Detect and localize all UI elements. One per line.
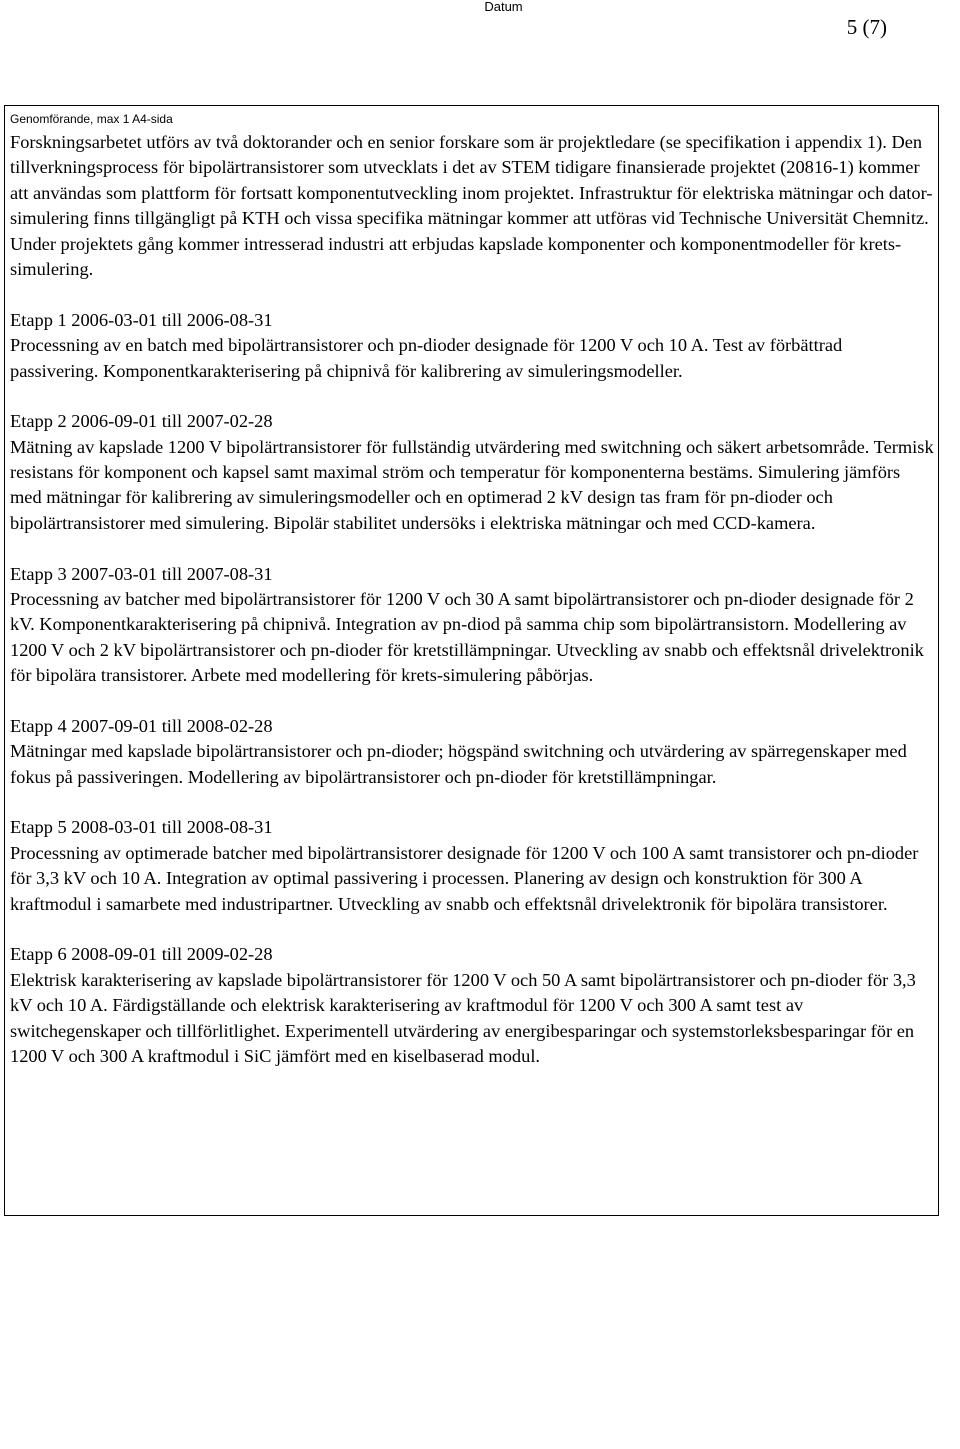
intro-paragraph: Forskningsarbetet utförs av två doktorander och en senior forskare som är projektledare (se specifikation i appendix 1). Den tillverkningsprocess för bipolärtransistorer som utvecklats i det av STEM tidigare finansierade projektet (20816-1) kommer att användas som plattform för fortsatt komponentutveckling inom projektet. Infrastruktur för elektriska mätningar och dator-simulering finns tillgängligt på KTH och vissa specifika mätningar kommer att utföras vid Technische Universität Chemnitz. Under projektets gång kommer intresserad industri att erbjudas kapslade komponenter och komponentmodeller för krets-simulering. (10, 132, 933, 280)
stage-title: Etapp 3 2007-03-01 till 2007-08-31 (10, 563, 273, 584)
stage-text: Mätning av kapslade 1200 V bipolärtransistorer för fullständig utvärdering med switchning och säkert arbetsområde. Termisk resistans för komponent och kapsel samt maximal ström och temperatur för komponenterna bestäms. Simulering jämförs med mätningar för kalibrering av simuleringsmodeller och en optimerad 2 kV design tas fram för pn-dioder och bipolärtransistorer med simulering. Bipolär stabilitet undersöks i elektriska mätningar och med CCD-kamera. (10, 436, 934, 533)
stage-text: Processning av optimerade batcher med bipolärtransistorer designade för 1200 V och 100 A samt transistorer och pn-dioder för 3,3 kV och 10 A. Integration av optimal passivering i processen. Planering av design och konstruktion för 300 A kraftmodul i samarbete med industripartner. Utveckling av snabb och effektsnål drivelektronik för bipolära transistorer. (10, 842, 919, 914)
box-caption: Genomförande, max 1 A4-sida (10, 112, 173, 126)
header-label: Datum (484, 0, 523, 14)
stage-text: Mätningar med kapslade bipolärtransistorer och pn-dioder; högspänd switchning och utvärdering av spärregenskaper med fokus på passiveringen. Modellering av bipolärtransistorer och pn-dioder för kretstillämpningar. (10, 741, 907, 787)
stage-section (10, 308, 935, 384)
stage-section (10, 815, 935, 917)
stage-title: Etapp 6 2008-09-01 till 2009-02-28 (10, 944, 273, 965)
stage-section (10, 942, 935, 1069)
stage-section (10, 714, 935, 790)
stage-title: Etapp 1 2006-03-01 till 2006-08-31 (10, 309, 273, 330)
stage-title: Etapp 5 2008-03-01 till 2008-08-31 (10, 817, 273, 838)
stage-text: Processning av batcher med bipolärtransistorer för 1200 V och 30 A samt bipolärtransistorer och pn-dioder designade för 2 kV. Komponentkarakterisering på chipnivå. Integration av pn-diod på samma chip som bipolärtransistorn. Modellering av 1200 V och 2 kV bipolärtransistorer och pn-dioder för kretstillämpningar. Utveckling av snabb och effektsnål drivelektronik för bipolära transistorer. Arbete med modellering för krets-simulering påbörjas. (10, 588, 924, 686)
stage-title: Etapp 2 2006-09-01 till 2007-02-28 (10, 411, 273, 432)
stage-text: Elektrisk karakterisering av kapslade bipolärtransistorer för 1200 V och 50 A samt bipolärtransistorer och pn-dioder för 3,3 kV och 10 A. Färdigställande och elektrisk karakterisering av kraftmodul för 1200 V och 300 A samt test av switchegenskaper och tillförlitlighet. Experimentell utvärdering av energibesparingar och systemstorleksbesparingar för en 1200 V och 300 A kraftmodul i SiC jämfört med en kiselbaserad modul. (10, 969, 916, 1066)
stage-text: Processning av en batch med bipolärtransistorer och pn-dioder designade för 1200 V och 10 A. Test av förbättrad passivering. Komponentkarakterisering på chipnivå för kalibrering av simuleringsmodeller. (10, 335, 843, 381)
content-sections (10, 130, 935, 1095)
intro-section (10, 130, 935, 282)
page-number: 5 (7) (846, 15, 887, 39)
stage-title: Etapp 4 2007-09-01 till 2008-02-28 (10, 715, 273, 736)
stage-section (10, 562, 935, 689)
stage-section (10, 409, 935, 536)
